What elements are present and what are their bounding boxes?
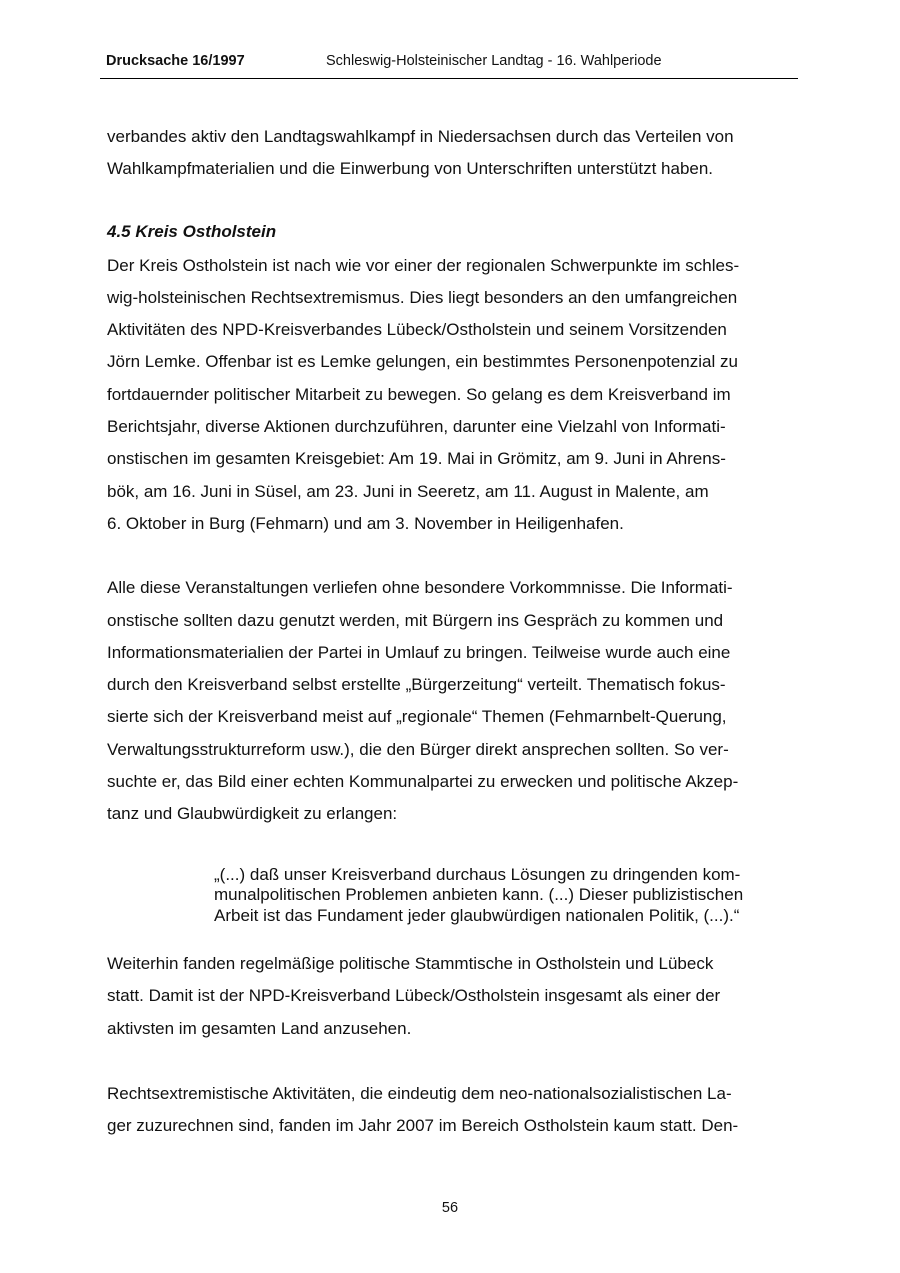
text-line: sierte sich der Kreisverband meist auf „regionale“ Themen (Fehmarnbelt-Querung,: [107, 707, 727, 727]
text-line: onstischen im gesamten Kreisgebiet: Am 19. Mai in Grömitz, am 9. Juni in Ahrens-: [107, 449, 726, 469]
text-line: Alle diese Veranstaltungen verliefen ohne besondere Vorkommnisse. Die Informati-: [107, 578, 733, 598]
quote-line: Arbeit ist das Fundament jeder glaubwürdigen nationalen Politik, (...).“: [214, 905, 740, 925]
text-line: Jörn Lemke. Offenbar ist es Lemke gelungen, ein bestimmtes Personenpotenzial zu: [107, 352, 738, 372]
text-line: suchte er, das Bild einer echten Kommunalpartei zu erwecken und politische Akzep-: [107, 772, 739, 792]
paragraph-1: [107, 250, 797, 541]
text-line: aktivsten im gesamten Land anzusehen.: [107, 1018, 412, 1038]
text-line: statt. Damit ist der NPD-Kreisverband Lübeck/Ostholstein insgesamt als einer der: [107, 986, 721, 1006]
text-line: Informationsmaterialien der Partei in Umlauf zu bringen. Teilweise wurde auch eine: [107, 642, 731, 662]
text-line: Wahlkampfmaterialien und die Einwerbung von Unterschriften unterstützt haben.: [107, 159, 714, 179]
section-heading: 4.5 Kreis Ostholstein: [107, 221, 277, 241]
text-line: bök, am 16. Juni in Süsel, am 23. Juni in Seeretz, am 11. August in Malente, am: [107, 481, 709, 501]
text-line: Berichtsjahr, diverse Aktionen durchzuführen, darunter eine Vielzahl von Informati-: [107, 417, 726, 437]
text-line: durch den Kreisverband selbst erstellte „Bürgerzeitung“ verteilt. Thematisch fokus-: [107, 675, 726, 695]
text-line: Weiterhin fanden regelmäßige politische Stammtische in Ostholstein und Lübeck: [107, 954, 714, 974]
text-line: Der Kreis Ostholstein ist nach wie vor einer der regionalen Schwerpunkte im schles-: [107, 255, 740, 275]
paragraph-2: [107, 572, 797, 830]
page-header: [100, 52, 798, 79]
page-content: [107, 121, 797, 1143]
quote-line: munalpolitischen Problemen anbieten kann. (...) Dieser publizistischen: [214, 885, 744, 905]
text-line: Aktivitäten des NPD-Kreisverbandes Lübeck/Ostholstein und seinem Vorsitzenden: [107, 320, 727, 340]
text-line: ger zuzurechnen sind, fanden im Jahr 2007 im Bereich Ostholstein kaum statt. Den-: [107, 1116, 739, 1136]
text-line: Rechtsextremistische Aktivitäten, die eindeutig dem neo-nationalsozialistischen La-: [107, 1084, 732, 1104]
text-line: tanz und Glaubwürdigkeit zu erlangen:: [107, 804, 398, 824]
text-line: wig-holsteinischen Rechtsextremismus. Dies liegt besonders an den umfangreichen: [107, 287, 738, 307]
quote-line: „(...) daß unser Kreisverband durchaus Lösungen zu dringenden kom-: [214, 864, 741, 884]
header-title: Schleswig-Holsteinischer Landtag - 16. Wahlperiode: [326, 53, 662, 69]
page-number: 56: [441, 1200, 459, 1216]
block-quote: [214, 865, 799, 927]
paragraph-4: [107, 1078, 797, 1143]
text-line: 6. Oktober in Burg (Fehmarn) und am 3. November in Heiligenhafen.: [107, 513, 624, 533]
paragraph-intro: [107, 121, 797, 186]
text-line: onstische sollten dazu genutzt werden, mit Bürgern ins Gespräch zu kommen und: [107, 610, 724, 630]
document-number: Drucksache 16/1997: [106, 53, 245, 69]
text-line: verbandes aktiv den Landtagswahlkampf in Niedersachsen durch das Verteilen von: [107, 127, 734, 146]
text-line: fortdauernder politischer Mitarbeit zu bewegen. So gelang es dem Kreisverband im: [107, 384, 731, 404]
text-line: Verwaltungsstrukturreform usw.), die den Bürger direkt ansprechen sollten. So ver-: [107, 739, 729, 759]
paragraph-3: [107, 948, 797, 1045]
